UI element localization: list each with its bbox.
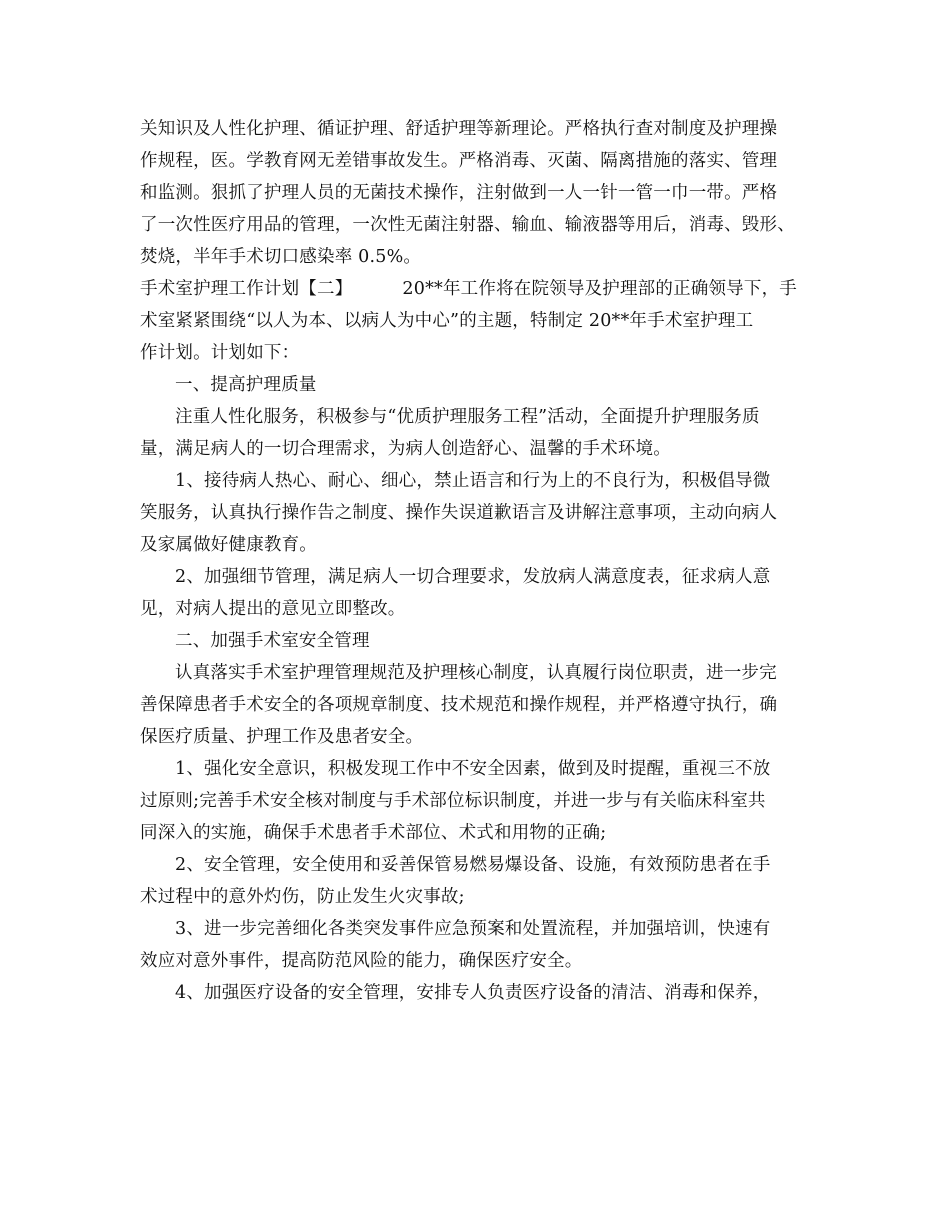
text-line: 见，对病人提出的意见立即整改。 xyxy=(140,599,406,619)
document-page xyxy=(140,113,816,1009)
section-body xyxy=(140,305,816,1009)
text-line: 一、提高护理质量 xyxy=(175,375,317,395)
text-line: 同深入的实施，确保手术患者手术部位、术式和用物的正确; xyxy=(140,823,607,843)
text-line: 2、安全管理，安全使用和妥善保管易燃易爆设备、设施，有效预防患者在手 xyxy=(175,855,771,875)
text-line: 2、加强细节管理，满足病人一切合理要求，发放病人满意度表，征求病人意 xyxy=(175,567,771,587)
text-line: 效应对意外事件，提高防范风险的能力，确保医疗安全。 xyxy=(140,951,583,971)
text-line: 认真落实手术室护理管理规范及护理核心制度，认真履行岗位职责，进一步完 xyxy=(175,663,777,683)
text-line: 术室紧紧围绕“以人为本、以病人为中心”的主题，特制定 20**年手术室护理工 xyxy=(140,311,754,331)
text-line: 笑服务，认真执行操作告之制度、操作失误道歉语言及讲解注意事项，主动向病人 xyxy=(140,503,778,523)
text-line: 3、进一步完善细化各类突发事件应急预案和处置流程，并加强培训，快速有 xyxy=(175,919,771,939)
text-line: 作规程，医。学教育网无差错事故发生。严格消毒、灭菌、隔离措施的落实、管理 xyxy=(140,151,778,171)
text-line: 保医疗质量、护理工作及患者安全。 xyxy=(140,727,424,747)
text-line: 作计划。计划如下： xyxy=(140,343,300,363)
text-line: 注重人性化服务，积极参与“优质护理服务工程”活动，全面提升护理服务质 xyxy=(175,407,760,427)
text-line: 4、加强医疗设备的安全管理，安排专人负责医疗设备的清洁、消毒和保养， xyxy=(175,983,771,1003)
text-line: 和监测。狠抓了护理人员的无菌技术操作，注射做到一人一针一管一巾一带。严格 xyxy=(140,183,778,203)
text-line: 善保障患者手术安全的各项规章制度、技术规范和操作规程，并严格遵守执行，确 xyxy=(140,695,778,715)
text-line: 及家属做好健康教育。 xyxy=(140,535,317,555)
text-line: 二、加强手术室安全管理 xyxy=(175,631,370,651)
text-line: 了一次性医疗用品的管理，一次性无菌注射器、输血、输液器等用后，消毒、毁形、 xyxy=(140,215,795,235)
section-title-line xyxy=(140,273,816,305)
text-line: 1、强化安全意识，积极发现工作中不安全因素，做到及时提醒，重视三不放 xyxy=(175,759,771,779)
paragraph-continued xyxy=(140,113,816,273)
section-intro: 20**年工作将在院领导及护理部的正确领导下，手 xyxy=(402,279,797,299)
text-line: 过原则;完善手术安全核对制度与手术部位标识制度，并进一步与有关临床科室共 xyxy=(140,791,766,811)
text-line: 1、接待病人热心、耐心、细心，禁止语言和行为上的不良行为，积极倡导微 xyxy=(175,471,771,491)
text-line: 焚烧，半年手术切口感染率 0.5%。 xyxy=(140,247,422,267)
text-line: 关知识及人性化护理、循证护理、舒适护理等新理论。严格执行查对制度及护理操 xyxy=(140,119,778,139)
text-line: 术过程中的意外灼伤，防止发生火灾事故; xyxy=(140,887,465,907)
text-line: 量，满足病人的一切合理需求，为病人创造舒心、温馨的手术环境。 xyxy=(140,439,671,459)
section-title: 手术室护理工作计划【二】 xyxy=(140,279,353,299)
